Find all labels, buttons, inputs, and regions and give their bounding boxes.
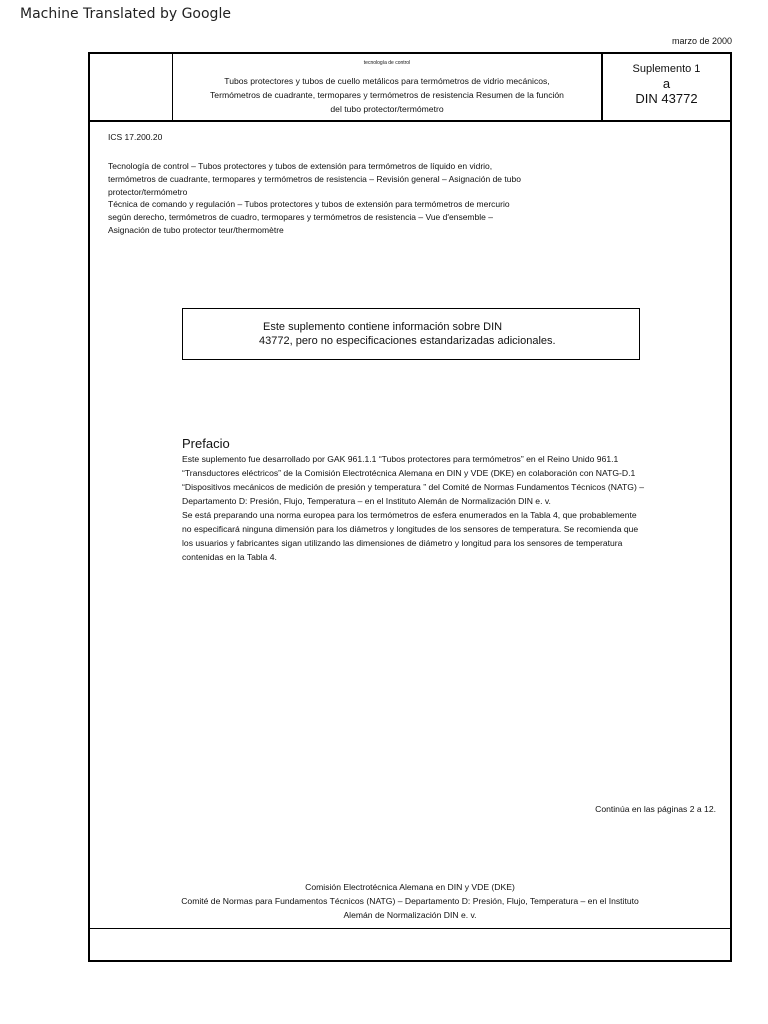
- footer-block: [90, 880, 730, 922]
- standard-number: DIN 43772: [635, 91, 698, 106]
- footer-line: Comité de Normas para Fundamentos Técnicos (NATG) – Departamento D: Presión, Flujo, Temperatura – en el Instituto: [181, 896, 639, 906]
- preface-body: [182, 452, 648, 564]
- footer-divider: [90, 928, 730, 929]
- machine-translation-banner: Machine Translated by Google: [20, 6, 231, 22]
- ics-code: ICS 17.200.20: [108, 132, 163, 142]
- publication-date: marzo de 2000: [671, 36, 732, 46]
- title-line: Termómetros de cuadrante, termopares y termómetros de resistencia Resumen de la función: [210, 90, 564, 100]
- preface-paragraph: Este suplemento fue desarrollado por GAK 961.1.1 “Tubos protectores para termómetros” en el Reino Unido 961.1 “Transductores eléctricos” de la Comisión Electrotécnica Alemana en DIN y VDE (DKE) en colaboración con NATG-D.1 “Dispositivos mecánicos de medición de presión y temperatura ” del Comité de Normas Fundamentos Técnicos (NATG) – Departamento D: Presión, Flujo, Temperatura – en el Instituto Alemán de Normalización DIN e. v.: [182, 454, 645, 506]
- footer-line: Alemán de Normalización DIN e. v.: [343, 910, 477, 920]
- preface-paragraph: Se está preparando una norma europea para los termómetros de esfera enumerados en la Tabla 4, que probablemente no especificará ninguna dimensión para los diámetros y longitudes de los sensores de temperatura. Se recomienda que los usuarios y fabricantes sigan utilizando las dimensiones de diámetro y longitud para los sensores de temperatura contenidas en la Tabla 4.: [182, 510, 639, 562]
- notice-line: 43772, pero no especificaciones estandarizadas adicionales.: [259, 335, 556, 347]
- title-cell: [173, 54, 603, 120]
- notice-box: [182, 308, 640, 360]
- description-paragraph: Técnica de comando y regulación – Tubos protectores y tubos de extensión para termómetros de mercurio según derecho, termómetros de cuadro, termopares y termómetros de resistencia – Vue d'ensemble – Asignación de tubo protector teur/thermomètre: [108, 199, 510, 235]
- supplement-to: a: [662, 76, 671, 91]
- logo-cell: [90, 54, 173, 120]
- supplement-label: Suplemento 1: [632, 63, 701, 75]
- continuation-note: Continúa en las páginas 2 a 12.: [595, 804, 716, 814]
- preface-heading: Prefacio: [182, 436, 230, 451]
- category-label: tecnología de control: [363, 60, 411, 66]
- supplement-cell: [603, 54, 730, 120]
- footer-line: Comisión Electrotécnica Alemana en DIN y VDE (DKE): [305, 882, 515, 892]
- document-frame: [88, 52, 732, 962]
- title-line: Tubos protectores y tubos de cuello metálicos para termómetros de vidrio mecánicos,: [224, 76, 550, 86]
- header-row: [90, 54, 730, 122]
- description-block: [108, 160, 528, 237]
- notice-line: Este suplemento contiene información sobre DIN: [263, 321, 503, 333]
- description-paragraph: Tecnología de control – Tubos protectores y tubos de extensión para termómetros de líquido en vidrio, termómetros de cuadrante, termopares y termómetros de resistencia – Revisión general – Asignación de tubo protector/termómetro: [108, 161, 521, 197]
- document-title: [179, 74, 595, 116]
- title-line: del tubo protector/termómetro: [330, 104, 444, 114]
